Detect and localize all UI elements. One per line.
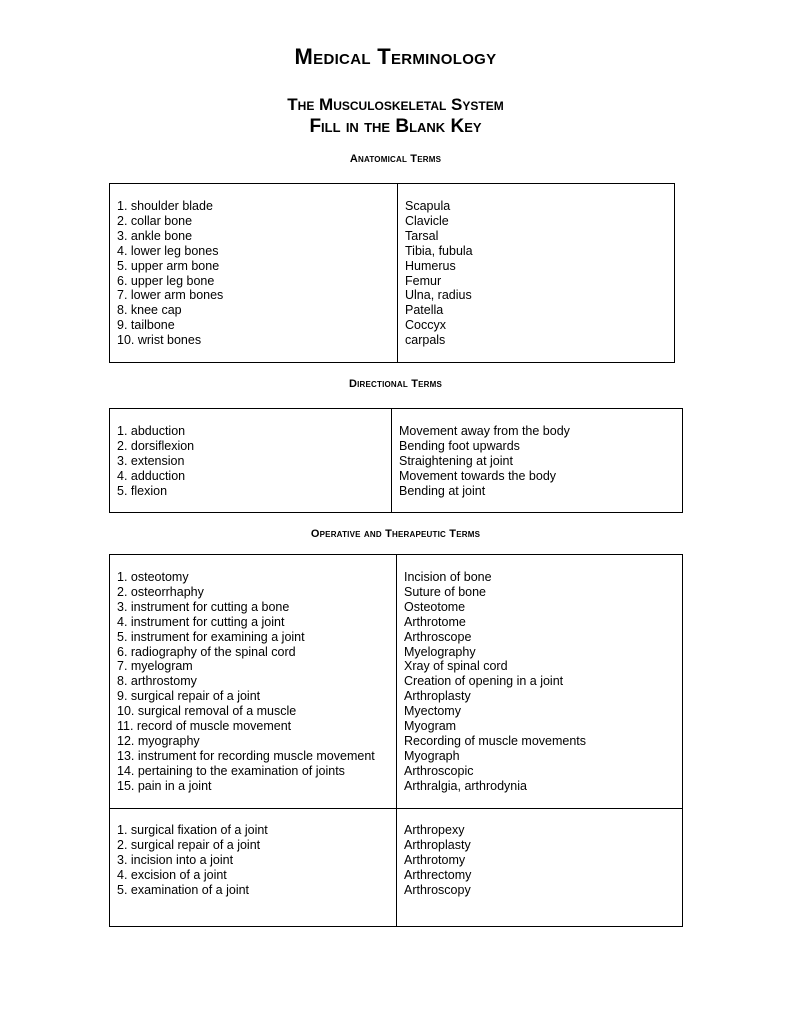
operative-answers-column	[397, 555, 682, 926]
answer-item: Bending at joint	[399, 483, 486, 498]
term-item: 9. surgical repair of a joint	[117, 689, 261, 704]
answer-item: Myelography	[404, 644, 476, 659]
answer-item: Myograph	[404, 748, 460, 763]
term-item: 3. instrument for cutting a bone	[117, 599, 290, 614]
answer-item: Arthrotome	[404, 614, 466, 629]
term-item: 4. instrument for cutting a joint	[117, 614, 285, 629]
answer-item: Arthroscope	[404, 629, 472, 644]
answer-list	[399, 424, 682, 499]
anatomical-terms-table	[109, 183, 675, 363]
answer-list	[404, 823, 471, 898]
answer-list	[404, 570, 586, 794]
answer-item: Femur	[405, 273, 442, 288]
anatomical-terms-heading: Anatomical Terms	[349, 153, 442, 165]
term-item: 2. dorsiflexion	[117, 438, 195, 453]
answer-item: Myogram	[404, 719, 457, 734]
term-list	[117, 823, 268, 898]
term-item: 4. adduction	[117, 468, 186, 483]
term-item: 10. surgical removal of a muscle	[117, 704, 297, 719]
term-list	[117, 199, 397, 348]
answer-item: carpals	[405, 333, 446, 348]
answer-item: Bending foot upwards	[399, 438, 520, 453]
answer-item: Arthralgia, arthrodynia	[404, 778, 527, 793]
answer-item: Arthrectomy	[404, 867, 472, 882]
term-item: 2. surgical repair of a joint	[117, 837, 261, 852]
answer-item: Arthroplasty	[404, 689, 471, 704]
term-item: 5. instrument for examining a joint	[117, 629, 305, 644]
answer-item: Tibia, fubula	[405, 243, 473, 258]
term-item: 3. extension	[117, 453, 185, 468]
directional-terms-heading: Directional Terms	[348, 378, 443, 390]
term-item: 11. record of muscle movement	[117, 719, 292, 734]
term-item: 13. instrument for recording muscle movement	[117, 748, 375, 763]
answer-item: Patella	[405, 303, 444, 318]
answer-item: Arthrotomy	[404, 852, 466, 867]
row-divider	[110, 808, 682, 809]
operative-terms-table	[109, 554, 683, 927]
term-item: 2. collar bone	[117, 213, 193, 228]
answer-item: Osteotome	[404, 599, 466, 614]
answer-item: Arthropexy	[404, 823, 465, 837]
answer-item: Straightening at joint	[399, 453, 513, 468]
term-item: 1. osteotomy	[117, 570, 189, 584]
term-item: 6. radiography of the spinal cord	[117, 644, 296, 659]
directional-answers-column	[392, 409, 682, 512]
answer-list	[405, 199, 674, 348]
term-item: 1. abduction	[117, 424, 186, 438]
answer-item: Movement towards the body	[399, 468, 557, 483]
subtitle-key: Fill in the Blank Key	[309, 116, 482, 137]
directional-terms-table	[109, 408, 683, 513]
term-item: 7. myelogram	[117, 659, 193, 674]
term-item: 3. incision into a joint	[117, 852, 234, 867]
answer-item: Recording of muscle movements	[404, 733, 587, 748]
term-item: 14. pertaining to the examination of joints	[117, 763, 345, 778]
answer-item: Tarsal	[405, 228, 439, 243]
answer-item: Movement away from the body	[399, 424, 570, 438]
answer-item: Arthroscopic	[404, 763, 474, 778]
term-item: 9. tailbone	[117, 318, 175, 333]
answer-item: Creation of opening in a joint	[404, 674, 564, 689]
answer-item: Myectomy	[404, 704, 461, 719]
subtitle-system: The Musculoskeletal System	[287, 95, 504, 114]
answer-item: Coccyx	[405, 318, 446, 333]
term-item: 2. osteorrhaphy	[117, 584, 204, 599]
answer-item: Xray of spinal cord	[404, 659, 508, 674]
anatomical-terms-column	[110, 184, 398, 362]
answer-item: Ulna, radius	[405, 288, 472, 303]
answer-item: Arthroplasty	[404, 837, 471, 852]
page-title: Medical Terminology	[294, 44, 497, 69]
answer-item: Suture of bone	[404, 584, 487, 599]
term-item: 8. arthrostomy	[117, 674, 197, 689]
anatomical-answers-column	[398, 184, 674, 362]
term-item: 4. lower leg bones	[117, 243, 219, 258]
directional-terms-column	[110, 409, 392, 512]
operative-terms-heading: Operative and Therapeutic Terms	[310, 528, 481, 540]
operative-terms-column	[110, 555, 397, 926]
answer-item: Incision of bone	[404, 570, 492, 584]
term-item: 1. shoulder blade	[117, 199, 213, 213]
term-item: 6. upper leg bone	[117, 273, 215, 288]
term-list	[117, 570, 375, 794]
answer-item: Clavicle	[405, 213, 449, 228]
term-item: 5. flexion	[117, 483, 168, 498]
answer-item: Humerus	[405, 258, 456, 273]
term-item: 8. knee cap	[117, 303, 182, 318]
term-item: 5. examination of a joint	[117, 882, 250, 897]
term-item: 4. excision of a joint	[117, 867, 227, 882]
answer-item: Scapula	[405, 199, 451, 213]
term-item: 15. pain in a joint	[117, 778, 212, 793]
term-item: 3. ankle bone	[117, 228, 193, 243]
term-item: 1. surgical fixation of a joint	[117, 823, 268, 837]
term-item: 12. myography	[117, 733, 200, 748]
term-item: 10. wrist bones	[117, 333, 202, 348]
term-item: 7. lower arm bones	[117, 288, 224, 303]
term-item: 5. upper arm bone	[117, 258, 220, 273]
answer-item: Arthroscopy	[404, 882, 471, 897]
term-list	[117, 424, 391, 499]
